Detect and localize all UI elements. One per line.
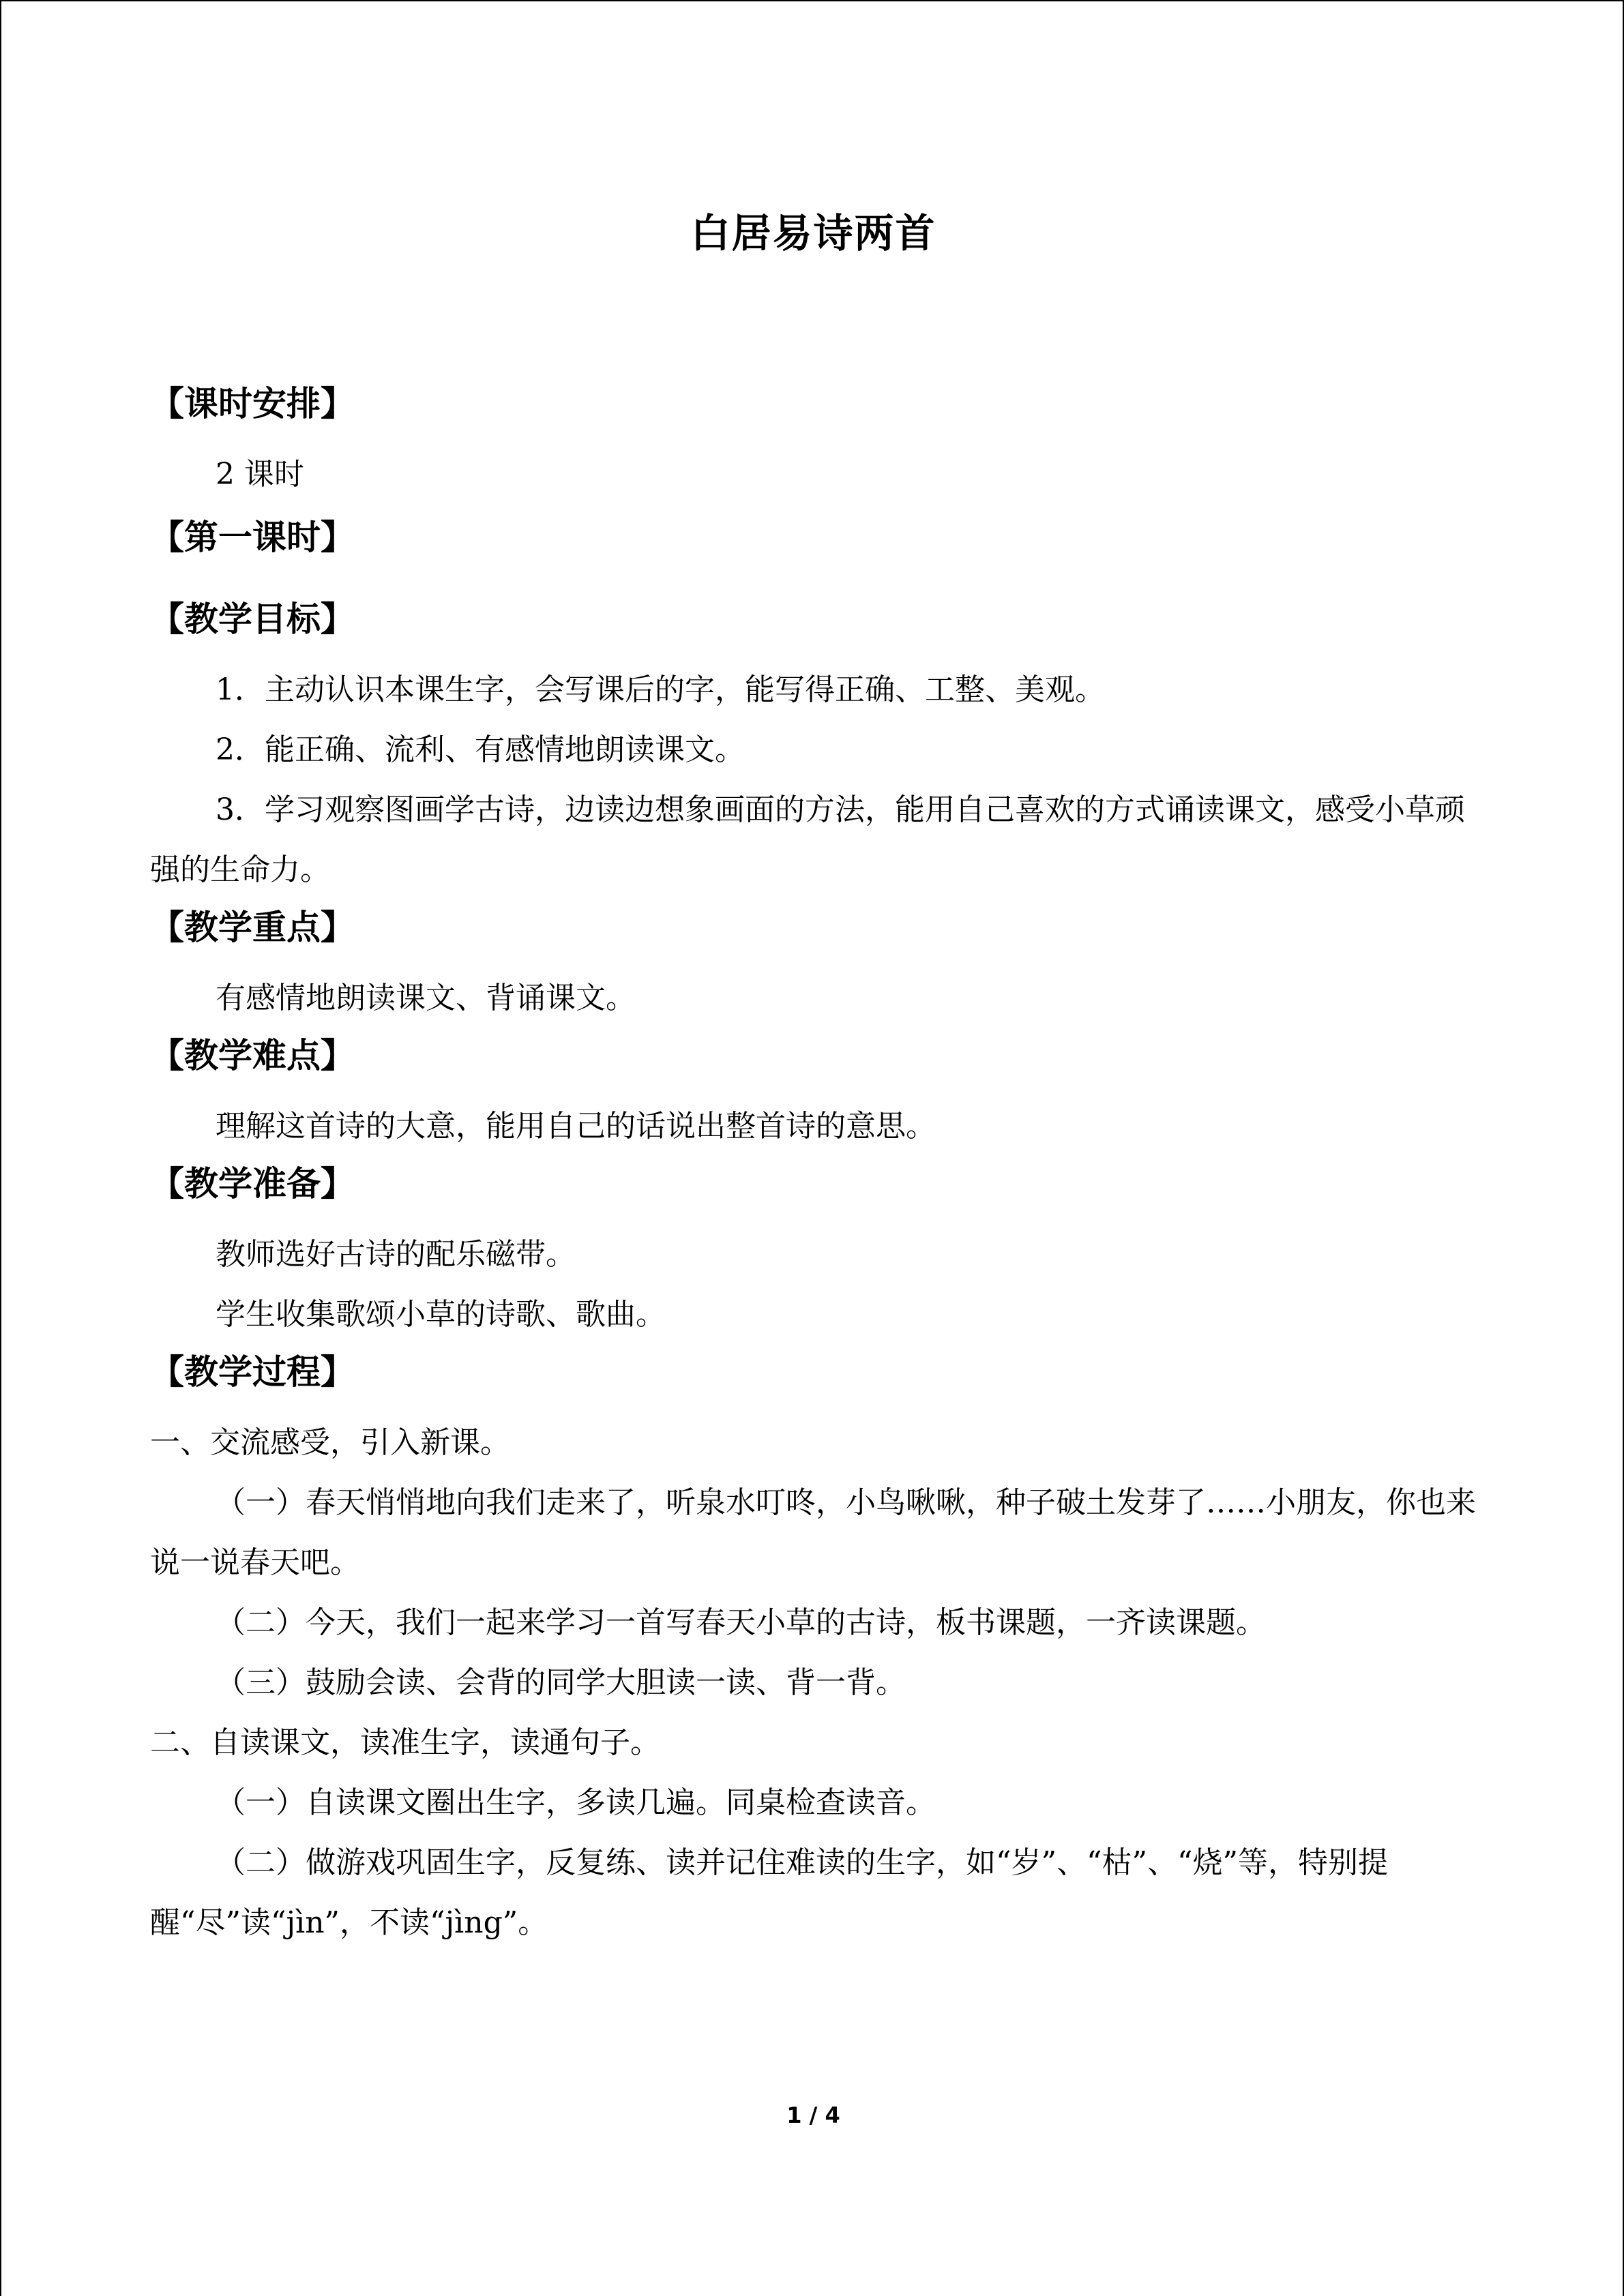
goal-item: 3．学习观察图画学古诗，边读边想象画面的方法，能用自己喜欢的方式诵读课文，感受小草顽强的生命力。 [150, 792, 1465, 887]
document-content [150, 206, 1477, 1953]
heading-first-lesson: 【第一课时】 [150, 518, 355, 557]
difficulties-text: 理解这首诗的大意，能用自己的话说出整首诗的意思。 [216, 1109, 936, 1144]
process-step-title: 二、自读课文，读准生字，读通句子。 [150, 1725, 660, 1760]
preparation-item: 教师选好古诗的配乐磁带。 [216, 1237, 576, 1272]
process-item: （二）做游戏巩固生字，反复练、读并记住难读的生字，如“岁”、“枯”、“烧”等，特别提醒“尽”读“jìn”，不读“jìng”。 [150, 1845, 1388, 1940]
heading-goals: 【教学目标】 [150, 599, 355, 639]
key-points-text: 有感情地朗读课文、背诵课文。 [216, 981, 636, 1015]
process-item: （一）春天悄悄地向我们走来了，听泉水叮咚，小鸟啾啾，种子破土发芽了……小朋友，你也来说一说春天吧。 [150, 1485, 1476, 1580]
process-step-title: 一、交流感受，引入新课。 [150, 1425, 510, 1460]
preparation-item: 学生收集歌颂小草的诗歌、歌曲。 [216, 1297, 666, 1332]
heading-difficulties: 【教学难点】 [150, 1036, 355, 1075]
process-item: （三）鼓励会读、会背的同学大胆读一读、背一背。 [216, 1665, 906, 1700]
heading-key-points: 【教学重点】 [150, 908, 355, 947]
process-item: （二）今天，我们一起来学习一首写春天小草的古诗，板书课题，一齐读课题。 [216, 1605, 1266, 1640]
document-title: 白居易诗两首 [690, 210, 936, 256]
page-number: 1 / 4 [786, 2102, 840, 2128]
heading-process: 【教学过程】 [150, 1352, 355, 1392]
process-item: （一）自读课文圈出生字，多读几遍。同桌检查读音。 [216, 1785, 936, 1820]
heading-schedule: 【课时安排】 [150, 384, 355, 423]
heading-preparation: 【教学准备】 [150, 1164, 355, 1204]
goal-item: 2．能正确、流利、有感情地朗读课文。 [216, 732, 745, 767]
goal-item: 1．主动认识本课生字，会写课后的字，能写得正确、工整、美观。 [216, 672, 1105, 707]
schedule-text: 2 课时 [216, 457, 304, 492]
